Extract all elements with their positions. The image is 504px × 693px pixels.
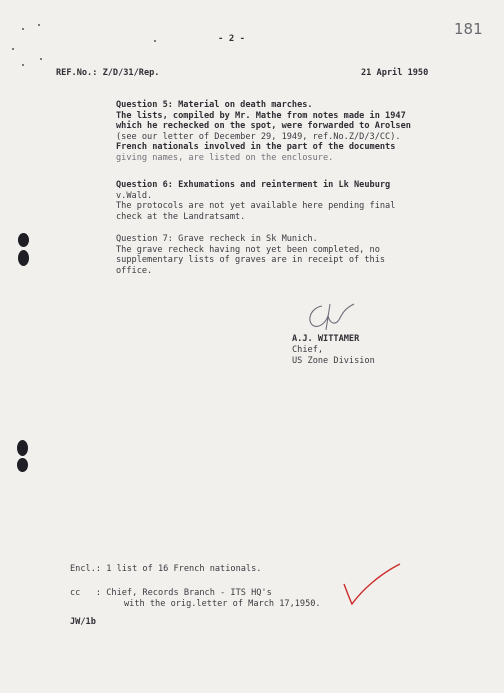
punch-hole bbox=[17, 440, 28, 456]
body-line: The lists, compiled by Mr. Mathe from notes made in 1947 bbox=[116, 110, 406, 121]
body-line: The grave recheck having not yet been completed, no bbox=[116, 244, 380, 255]
letter-date: 21 April 1950 bbox=[361, 68, 429, 78]
scan-speck bbox=[22, 64, 24, 66]
body-line: supplementary lists of graves are in receipt of this bbox=[116, 255, 386, 266]
body-line: French nationals involved in the part of the documents bbox=[116, 142, 396, 153]
question-7-block bbox=[116, 234, 385, 276]
body-line: check at the Landratsamt. bbox=[116, 211, 246, 222]
question-6-heading: Question 6: Exhumations and reinterment in Lk Neuburg bbox=[116, 180, 391, 190]
body-line: office. bbox=[116, 265, 153, 276]
archive-page-number: 181 bbox=[454, 20, 483, 38]
scan-speck bbox=[154, 40, 156, 42]
body-line: giving names, are listed on the enclosure. bbox=[116, 152, 334, 163]
question-6-block bbox=[116, 180, 395, 222]
body-line: The protocols are not yet available here pending final bbox=[116, 201, 396, 212]
scan-speck bbox=[12, 48, 14, 50]
scan-speck bbox=[38, 24, 40, 26]
red-check-mark bbox=[340, 560, 404, 608]
scan-speck bbox=[40, 58, 42, 60]
page-marker: - 2 - bbox=[218, 34, 246, 44]
question-5-heading: Question 5: Material on death marches. bbox=[116, 100, 313, 110]
cc-line: cc : Chief, Records Branch - ITS HQ's bbox=[70, 588, 272, 598]
question-7-heading: Question 7: Grave recheck in Sk Munich. bbox=[116, 234, 318, 244]
typist-initials: JW/1b bbox=[70, 617, 96, 627]
punch-hole bbox=[17, 458, 28, 472]
signatory-title: Chief, bbox=[292, 345, 324, 355]
scan-speck bbox=[22, 28, 24, 30]
signatory-name: A.J. WITTAMER bbox=[292, 334, 360, 344]
body-line: which he rechecked on the spot, were forwarded to Arolsen bbox=[116, 121, 411, 132]
cc-line-continuation: with the orig.letter of March 17,1950. bbox=[124, 599, 321, 609]
handwritten-signature bbox=[300, 300, 360, 334]
punch-hole bbox=[18, 250, 29, 266]
enclosure-line: Encl.: 1 list of 16 French nationals. bbox=[70, 564, 262, 574]
punch-hole bbox=[18, 233, 29, 247]
question-5-block bbox=[116, 100, 411, 164]
reference-number: REF.No.: Z/D/31/Rep. bbox=[56, 68, 160, 78]
body-line: (see our letter of December 29, 1949, ref.No.Z/D/3/CC). bbox=[116, 131, 401, 142]
body-line: v.Wald. bbox=[116, 190, 153, 201]
signatory-division: US Zone Division bbox=[292, 356, 375, 366]
